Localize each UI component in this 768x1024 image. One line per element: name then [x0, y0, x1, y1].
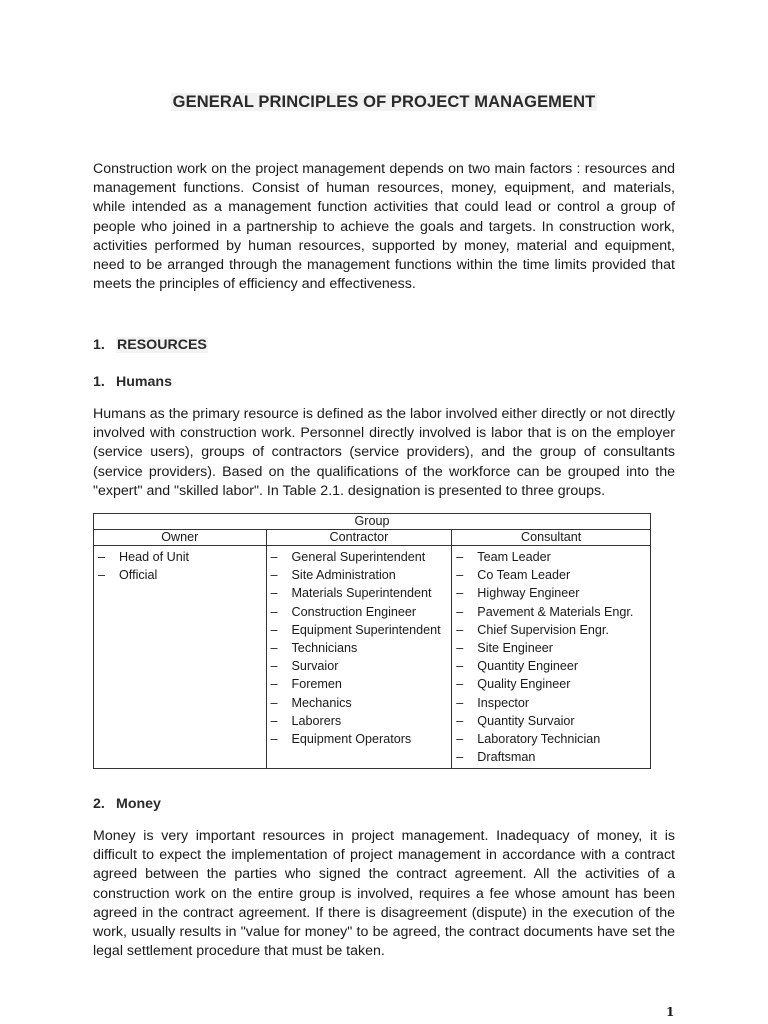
dash-bullet: – — [270, 550, 278, 564]
contractor-item-text: Foremen — [291, 677, 342, 692]
section-heading-resources — [93, 337, 208, 353]
contractor-item-text: Technicians — [291, 640, 358, 655]
contractor-list-item — [271, 639, 452, 657]
consultant-list-item — [456, 748, 650, 766]
subheading-label: Money — [116, 796, 161, 812]
contractor-item-text: Site Administration — [291, 568, 396, 583]
subheading-label: Humans — [116, 374, 172, 390]
contractor-item-text: Equipment Operators — [291, 731, 412, 746]
contractor-cell — [266, 546, 452, 769]
consultant-item-text: Inspector — [477, 695, 530, 710]
contractor-list-item — [271, 694, 452, 712]
dash-bullet: – — [456, 677, 464, 692]
contractor-item-text: General Superintendent — [291, 550, 426, 564]
column-header-contractor: Contractor — [266, 530, 452, 546]
table-group-header-row — [94, 514, 651, 530]
dash-bullet: – — [270, 622, 278, 637]
intro-paragraph: Construction work on the project management depends on two main factors : resources and management functions. Consist of human resources, money, equipment, and materials, while intended as a management function activities that could lead or control a group of people who joined in a partnership to achieve the goals and targets. In construction work, activities performed by human resources, supported by money, material and equipment, need to be arranged through the management functions within the time limits provided that meets the principles of efficiency and effectiveness. — [93, 161, 675, 293]
contractor-list-item — [271, 712, 452, 730]
dash-bullet: – — [270, 568, 278, 583]
consultant-list-item — [456, 621, 650, 639]
dash-bullet: – — [456, 713, 464, 728]
owner-cell — [94, 546, 267, 769]
contractor-item-text: Equipment Superintendent — [291, 622, 441, 637]
consultant-list-item — [456, 675, 650, 693]
subheading-money — [93, 796, 161, 812]
dash-bullet: – — [456, 550, 464, 564]
owner-item-text: Official — [119, 568, 158, 583]
humans-paragraph: Humans as the primary resource is defined as the labor involved either directly or not directly involved with construction work. Personnel directly involved is labor that is on the employer (service users), groups of contractors (service providers), and the group of consultants (service providers). Based on the qualifications of the workforce can be grouped into the "expert" and "skilled labor". In Table 2.1. designation is presented to three groups. — [93, 406, 675, 499]
owner-item-text: Head of Unit — [119, 550, 190, 564]
contractor-item-text: Construction Engineer — [291, 604, 417, 619]
consultant-item-text: Chief Supervision Engr. — [477, 622, 609, 637]
contractor-list-item — [271, 548, 452, 566]
consultant-item-text: Team Leader — [477, 550, 551, 564]
consultant-list-item — [456, 639, 650, 657]
contractor-item-text: Survaior — [291, 659, 339, 674]
dash-bullet: – — [456, 640, 464, 655]
consultant-list-item — [456, 657, 650, 675]
consultant-list-item — [456, 730, 650, 748]
consultant-list-item — [456, 566, 650, 584]
dash-bullet: – — [456, 695, 464, 710]
dash-bullet: – — [456, 750, 464, 765]
column-header-consultant: Consultant — [452, 530, 651, 546]
contractor-list-item — [271, 584, 452, 602]
consultant-item-text: Co Team Leader — [477, 568, 571, 583]
column-header-owner: Owner — [94, 530, 267, 546]
dash-bullet: – — [270, 604, 278, 619]
consultant-item-text: Laboratory Technician — [477, 731, 601, 746]
consultant-item-text: Draftsman — [477, 750, 536, 765]
owner-list — [94, 546, 266, 586]
dash-bullet: – — [270, 586, 278, 601]
contractor-item-text: Materials Superintendent — [291, 586, 432, 601]
contractor-item-text: Mechanics — [291, 695, 352, 710]
contractor-list-item — [271, 657, 452, 675]
table-column-header-row — [94, 530, 651, 546]
section-label: RESOURCES — [117, 337, 207, 353]
page-title: GENERAL PRINCIPLES OF PROJECT MANAGEMENT — [172, 93, 596, 111]
consultant-list — [452, 546, 650, 768]
consultant-item-text: Quantity Engineer — [477, 659, 579, 674]
consultant-item-text: Pavement & Materials Engr. — [477, 604, 634, 619]
consultant-cell — [452, 546, 651, 769]
contractor-list-item — [271, 675, 452, 693]
contractor-list-item — [271, 603, 452, 621]
dash-bullet: – — [270, 659, 278, 674]
dash-bullet: – — [270, 695, 278, 710]
consultant-list-item — [456, 694, 650, 712]
group-table — [93, 513, 651, 769]
dash-bullet: – — [98, 568, 106, 583]
consultant-list-item — [456, 548, 650, 566]
money-paragraph: Money is very important resources in project management. Inadequacy of money, it is difficult to expect the implementation of project management in accordance with a contract agreed between the parties who signed the contract agreement. All the activities of a construction work on the entire group is involved, requires a fee whose amount has been agreed in the contract agreement. If there is disagreement (dispute) in the execution of the work, usually results in "value for money" to be agreed, the contract documents have set the legal settlement procedure that must be taken. — [93, 828, 675, 960]
dash-bullet: – — [456, 586, 464, 601]
dash-bullet: – — [456, 622, 464, 637]
subheading-number: 1. — [93, 374, 105, 390]
page-number: 1 — [666, 1005, 675, 1019]
dash-bullet: – — [456, 604, 464, 619]
contractor-item-text: Laborers — [291, 713, 342, 728]
contractor-list — [267, 546, 452, 750]
dash-bullet: – — [98, 550, 106, 564]
consultant-list-item — [456, 584, 650, 602]
subheading-humans — [93, 374, 172, 390]
subheading-number: 2. — [93, 796, 105, 812]
consultant-item-text: Quantity Survaior — [477, 713, 575, 728]
dash-bullet: – — [456, 731, 464, 746]
dash-bullet: – — [270, 731, 278, 746]
dash-bullet: – — [270, 677, 278, 692]
dash-bullet: – — [456, 568, 464, 583]
dash-bullet: – — [270, 713, 278, 728]
contractor-list-item — [271, 621, 452, 639]
section-number: 1. — [93, 337, 105, 353]
contractor-list-item — [271, 730, 452, 748]
table-group-header: Group — [94, 514, 651, 530]
consultant-item-text: Site Engineer — [477, 640, 553, 655]
consultant-item-text: Quality Engineer — [477, 677, 571, 692]
consultant-list-item — [456, 603, 650, 621]
consultant-item-text: Highway Engineer — [477, 586, 580, 601]
table-body-row — [94, 546, 651, 769]
dash-bullet: – — [270, 640, 278, 655]
owner-list-item — [98, 548, 266, 566]
dash-bullet: – — [456, 659, 464, 674]
contractor-list-item — [271, 566, 452, 584]
consultant-list-item — [456, 712, 650, 730]
owner-list-item — [98, 566, 266, 584]
